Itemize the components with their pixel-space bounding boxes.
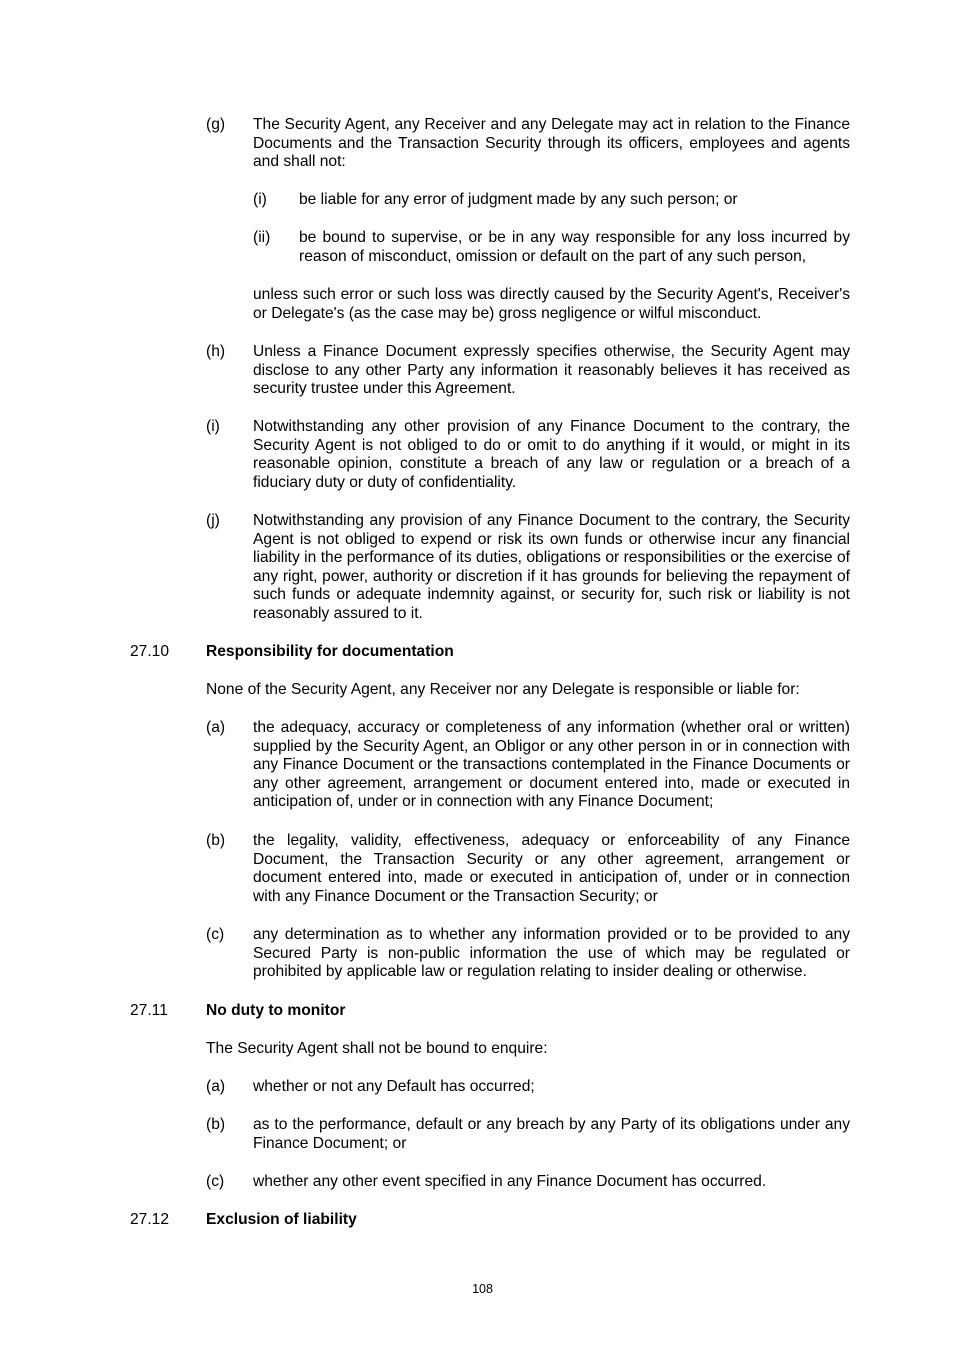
clause-g-i-text: be liable for any error of judgment made by any such person; or	[299, 191, 738, 208]
s2711-a-text: whether or not any Default has occurred;	[253, 1078, 535, 1095]
clause-g-i-label: (i)	[253, 191, 267, 208]
clause-g-text: The Security Agent, any Receiver and any Delegate may act in relation to the Finance Documents and the Transaction Security through its officers, employees and agents and shall not:	[253, 116, 850, 171]
clause-j-text: Notwithstanding any provision of any Finance Document to the contrary, the Security Agent is not obliged to expend or risk its own funds or otherwise incur any financial liability in the performance of its duties, obligations or responsibilities or the exercise of any right, power, authority or discretion if it has grounds for believing the repayment of such funds or adequate indemnity against, or security for, such risk or liability is not reasonably assured to it.	[253, 512, 850, 622]
clause-g-unless-text: unless such error or such loss was directly caused by the Security Agent's, Receiver's or Delegate's (as the case may be) gross negligence or wilful misconduct.	[253, 286, 850, 322]
s2710-b-label: (b)	[206, 832, 226, 849]
s2710-c-label: (c)	[206, 926, 225, 943]
s2710-a-text: the adequacy, accuracy or completeness of any information (whether oral or written) supplied by the Security Agent, an Obligor or any other person in or in connection with any Finance Document or the transactions contemplated in the Finance Documents or any other agreement, arrangement or document entered into, made or executed in anticipation of, under or in connection with any Finance Document;	[253, 719, 850, 811]
section-27-11-number: 27.11	[130, 1002, 168, 1019]
clause-i-label: (i)	[206, 418, 220, 435]
section-27-10-number: 27.10	[130, 643, 170, 660]
section-27-12-number: 27.12	[130, 1211, 170, 1228]
s2711-b-label: (b)	[206, 1116, 226, 1133]
section-27-12-title: Exclusion of liability	[206, 1211, 357, 1228]
s2711-c-text: whether any other event specified in any Finance Document has occurred.	[253, 1173, 767, 1190]
s2711-c-label: (c)	[206, 1173, 225, 1190]
clause-h-text: Unless a Finance Document expressly specifies otherwise, the Security Agent may disclose to any other Party any information it reasonably believes it has received as security trustee under this Agreement.	[253, 343, 850, 398]
clause-g-ii-text: be bound to supervise, or be in any way responsible for any loss incurred by reason of misconduct, omission or default on the part of any such person,	[299, 229, 850, 265]
section-27-11-intro: The Security Agent shall not be bound to enquire:	[206, 1040, 548, 1057]
s2711-a-label: (a)	[206, 1078, 226, 1095]
clause-h-label: (h)	[206, 343, 226, 360]
section-27-11-title: No duty to monitor	[206, 1002, 346, 1019]
s2710-b-text: the legality, validity, effectiveness, adequacy or enforceability of any Finance Document, the Transaction Security or any other agreement, arrangement or document entered into, made or executed in anticipation of, under or in connection with any Finance Document or the Transaction Security; or	[253, 832, 850, 905]
clause-j-label: (j)	[206, 512, 220, 529]
s2710-c-text: any determination as to whether any information provided or to be provided to any Secured Party is non-public information the use of which may be regulated or prohibited by applicable law or regulation relating to insider dealing or otherwise.	[253, 926, 850, 981]
clause-g-label: (g)	[206, 116, 226, 133]
section-27-10-title: Responsibility for documentation	[206, 643, 454, 660]
section-27-10-intro: None of the Security Agent, any Receiver nor any Delegate is responsible or liable for:	[206, 681, 800, 698]
clause-g-ii-label: (ii)	[253, 229, 271, 246]
s2711-b-text: as to the performance, default or any breach by any Party of its obligations under any Finance Document; or	[253, 1116, 850, 1152]
page-number: 108	[472, 1282, 493, 1296]
clause-i-text: Notwithstanding any other provision of any Finance Document to the contrary, the Security Agent is not obliged to do or omit to do anything if it would, or might in its reasonable opinion, constitute a breach of any law or regulation or a breach of a fiduciary duty or duty of confidentiality.	[253, 418, 850, 491]
s2710-a-label: (a)	[206, 719, 226, 736]
